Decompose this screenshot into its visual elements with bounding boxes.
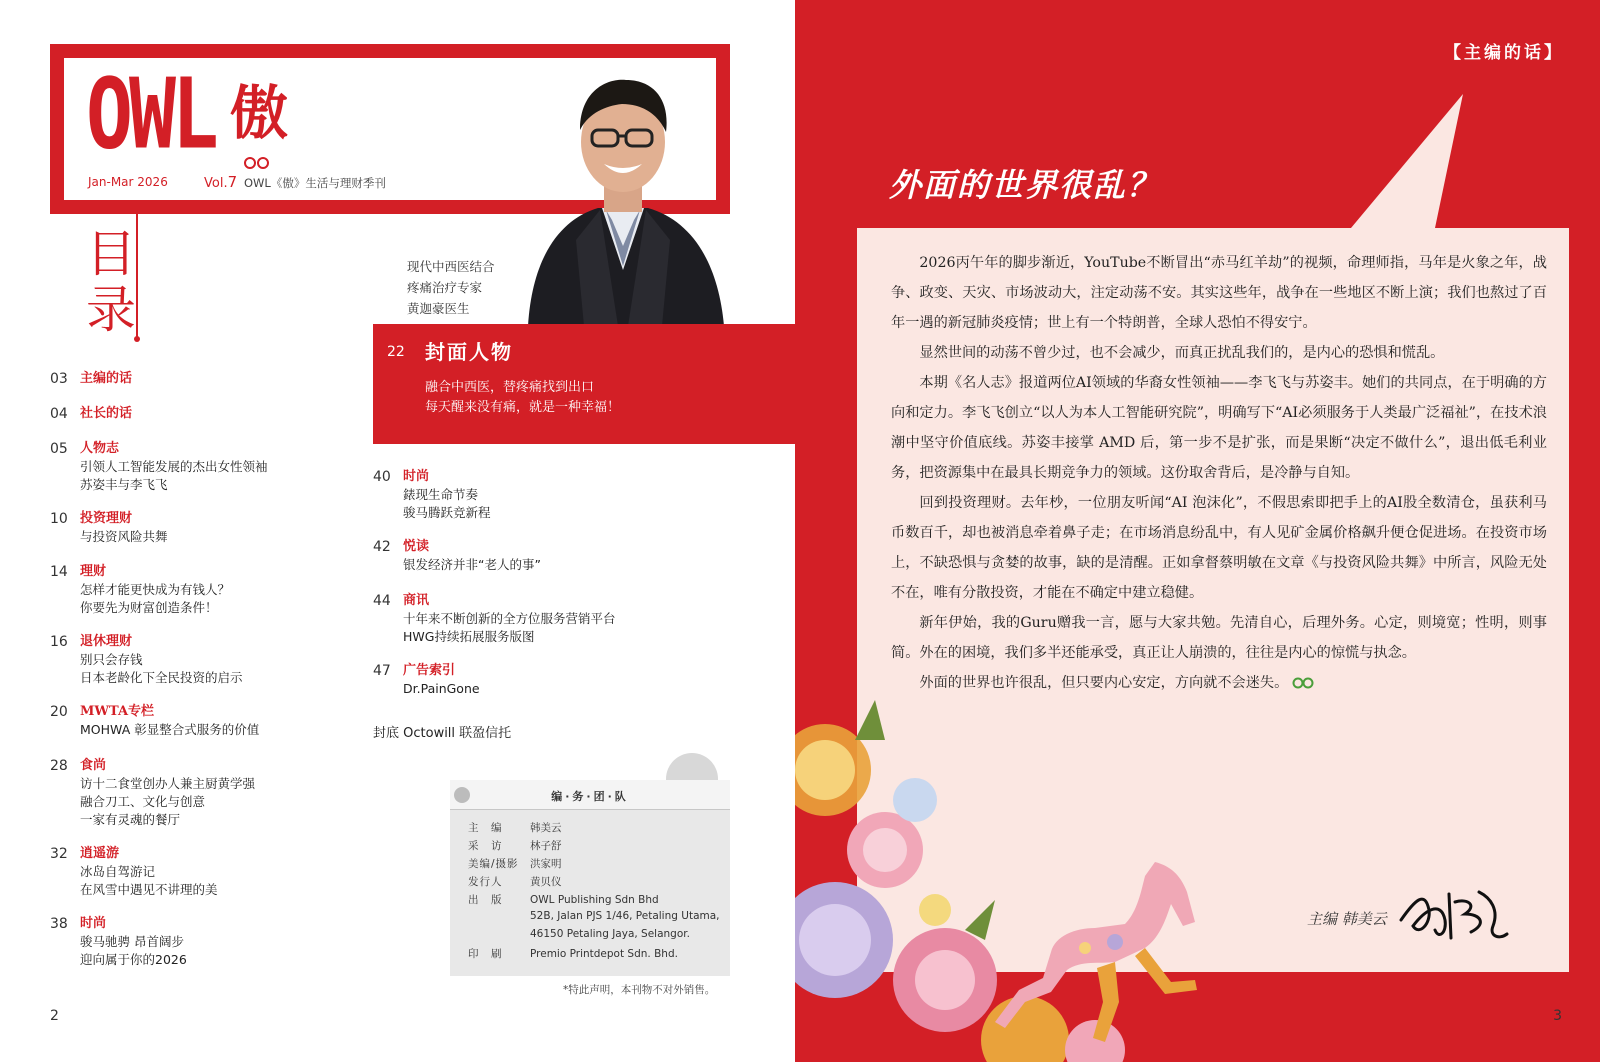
toc-page-number: 28	[50, 758, 68, 774]
tagline-line: 黄迦豪医生	[407, 301, 470, 316]
toc-line: 十年来不断创新的全方位服务营销平台	[403, 611, 616, 626]
toc-category: 食尚	[80, 758, 107, 773]
tagline-line: 疼痛治疗专家	[407, 280, 483, 295]
credit-role: 采 访	[468, 840, 503, 852]
toc-line: MOHWA 彰显整合式服务的价值	[80, 722, 260, 737]
logo-chinese-character: 傲	[230, 79, 289, 147]
toc-page-number: 05	[50, 441, 68, 457]
toc-category: 悦读	[403, 539, 430, 554]
toc-category: 社长的话	[80, 406, 133, 421]
not-for-sale-notice: *特此声明，本刊物不对外销售。	[563, 984, 716, 996]
toc-category: 广告索引	[403, 663, 456, 678]
owl-end-icon	[1292, 677, 1314, 689]
toc-line: 与投资风险共舞	[80, 529, 168, 544]
toc-category: 逍遥游	[80, 846, 120, 861]
toc-category: 时尚	[80, 916, 107, 931]
toc-category: 退休理财	[80, 634, 133, 649]
toc-page-number: 40	[373, 469, 391, 485]
editor-signoff: 主编 韩美云	[1307, 910, 1387, 928]
toc-line: 冰岛自驾游记	[80, 864, 156, 879]
credit-role: 发行人	[468, 876, 503, 888]
toc-page-number: 14	[50, 564, 68, 580]
toc-page-number: 03	[50, 371, 68, 387]
toc-line: 你要先为财富创造条件！	[80, 600, 218, 615]
toc-page-number: 04	[50, 406, 68, 422]
toc-line: 迎向属于你的2026	[80, 952, 187, 967]
editorial-team-heading: 编·务·团·队	[551, 790, 629, 803]
credit-row	[468, 856, 562, 871]
toc-line: 苏姿丰与李飞飞	[80, 477, 168, 492]
volume-number: 7	[227, 173, 238, 191]
toc-line: 银发经济并非“老人的事”	[403, 557, 541, 572]
editorial-headline: 外面的世界很乱？	[889, 166, 1162, 204]
toc-line: 怎样才能更快成为有钱人？	[80, 582, 231, 597]
toc-line: 在风雪中遇见不讲理的美	[80, 882, 218, 897]
toc-page-number: 38	[50, 916, 68, 932]
credit-row	[468, 910, 720, 922]
cover-person-photo	[518, 70, 728, 326]
tagline-line: 现代中西医结合	[407, 259, 495, 274]
toc-category: MWTA专栏	[80, 704, 155, 719]
editor-signature	[1395, 880, 1511, 946]
credit-value: 林子舒	[530, 840, 562, 852]
credit-value: 韩美云	[530, 822, 562, 834]
credit-role: 美编/摄影	[468, 858, 519, 870]
magazine-subtitle: OWL《傲》生活与理财季刊	[244, 176, 386, 190]
credit-row	[468, 838, 562, 853]
toc-line: 一家有灵魂的餐厅	[80, 812, 181, 827]
back-cover-entry[interactable]: 封底 Octowill 联盈信托	[373, 726, 512, 741]
toc-page-number: 10	[50, 511, 68, 527]
article-paragraph: 显然世间的动荡不曾少过，也不会减少，而真正扰乱我们的，是内心的恐惧和慌乱。	[919, 345, 1445, 361]
toc-category: 主编的话	[80, 371, 133, 386]
toc-page-number: 44	[373, 593, 391, 609]
credit-value: 洪家明	[530, 858, 562, 870]
toc-line: 访十二食堂创办人兼主厨黄学强	[80, 776, 256, 791]
article-paragraph: 回到投资理财。去年杪，一位朋友听闻“AI 泡沫化”，不假思索即把手上的AI股全数清仓，虽获利马币数百千，却也被消息牵着鼻子走；在市场消息纷乱中，有人见矿金属价格飙升便仓促进场。在投资市场上，不缺恐惧与贪婪的故事，缺的是清醒。正如拿督蔡明敏在文章《与投资风险共舞》中所言，风险无处不在，唯有分散投资，才能在不确定中建立稳健。	[891, 495, 1547, 601]
toc-page-number: 42	[373, 539, 391, 555]
toc-title: 目录	[86, 225, 136, 339]
toc-category: 人物志	[80, 441, 120, 456]
credit-role: 出 版	[468, 894, 503, 906]
toc-line: 骏马驰骋 昂首阔步	[80, 934, 184, 949]
horse-illustration	[995, 852, 1225, 1052]
issue-volume	[204, 173, 237, 191]
toc-line: Dr.PainGone	[403, 681, 480, 696]
toc-category: 商讯	[403, 593, 430, 608]
credit-value: 黄贝仪	[530, 876, 562, 888]
cover-story-line: 每天醒来没有痛，就是一种幸福！	[425, 400, 621, 415]
credit-value: Premio Printdepot Sdn. Bhd.	[530, 948, 678, 960]
editorial-article	[891, 248, 1547, 698]
page-number-right: 3	[1553, 1008, 1562, 1024]
toc-line: 骏马腾跃竞新程	[403, 505, 491, 520]
article-paragraph: 2026丙午年的脚步渐近，YouTube不断冒出“赤马红羊劫”的视频，命理师指，马年是火象之年，战争、政变、天灾、市场波动大，注定动荡不安。其实这些年，战争在一些地区不断上演；我们也熬过了百年一遇的新冠肺炎疫情；世上有一个特朗普，全球人恐怕不得安宁。	[891, 255, 1547, 331]
volume-prefix: Vol.	[204, 176, 228, 191]
team-icon	[666, 753, 718, 783]
page-number-left: 2	[50, 1008, 59, 1024]
toc-page-number: 32	[50, 846, 68, 862]
article-paragraph: 外面的世界也许很乱，但只要内心安定，方向就不会迷失。	[919, 675, 1289, 691]
credit-role: 主 编	[468, 822, 503, 834]
toc-category: 时尚	[403, 469, 430, 484]
section-tag: 【主编的话】	[1444, 43, 1564, 63]
owl-logo: OWL	[86, 58, 215, 171]
credit-row	[468, 892, 659, 907]
cover-person-tagline	[407, 256, 495, 319]
toc-line: 引领人工智能发展的杰出女性领袖	[80, 459, 268, 474]
article-paragraph: 新年伊始，我的Guru赠我一言，愿与大家共勉。先清自心，后理外务。心定，则境宽；性明，则事简。外在的困境，我们多半还能承受，真正让人崩溃的，往往是内心的惊慌与执念。	[891, 615, 1547, 661]
toc-category: 理财	[80, 564, 107, 579]
toc-line: 日本老龄化下全民投资的启示	[80, 670, 243, 685]
toc-page-number: 47	[373, 663, 391, 679]
toc-page-number: 16	[50, 634, 68, 650]
cover-story-line: 融合中西医，替疼痛找到出口	[425, 380, 595, 395]
credit-row	[468, 928, 690, 940]
toc-page-number: 20	[50, 704, 68, 720]
article-paragraph: 本期《名人志》报道两位AI领域的华裔女性领袖——李飞飞与苏姿丰。她们的共同点，在于明确的方向和定力。李飞飞创立“以人为本人工智能研究院”，明确写下“AI必须服务于人类最广泛福祉”，在技术浪潮中坚守价值底线。苏姿丰接掌 AMD 后，第一步不是扩张，而是果断“决定不做什么”，退出低毛利业务，把资源集中在最具长期竞争力的领域。这份取舍背后，是冷静与自知。	[891, 375, 1547, 481]
cover-story-page: 22	[387, 344, 405, 360]
toc-line: 融合刀工、文化与创意	[80, 794, 206, 809]
credit-row	[468, 820, 562, 835]
toc-line: HWG持续拓展服务版图	[403, 629, 535, 644]
owl-eyes-icon	[244, 154, 272, 170]
credit-role: 印 刷	[468, 948, 503, 960]
credit-row	[468, 946, 678, 961]
issue-date: Jan-Mar 2026	[88, 175, 168, 189]
editorial-team-box	[450, 780, 730, 976]
credit-value: 46150 Petaling Jaya, Selangor.	[530, 928, 690, 940]
cover-story-title: 封面人物	[425, 340, 513, 364]
editorial-page	[795, 0, 1600, 1062]
editorial-team-header	[450, 780, 730, 810]
toc-category: 投资理财	[80, 511, 133, 526]
toc-line: 錶现生命节奏	[403, 487, 479, 502]
contents-page	[0, 0, 795, 1062]
cover-story-box[interactable]	[373, 324, 795, 444]
credit-value: OWL Publishing Sdn Bhd	[530, 894, 659, 906]
article-closing-line	[891, 668, 1547, 698]
credit-row	[468, 874, 562, 889]
toc-line: 别只会存钱	[80, 652, 143, 667]
credit-value: 52B, Jalan PJS 1/46, Petaling Utama,	[530, 910, 720, 922]
